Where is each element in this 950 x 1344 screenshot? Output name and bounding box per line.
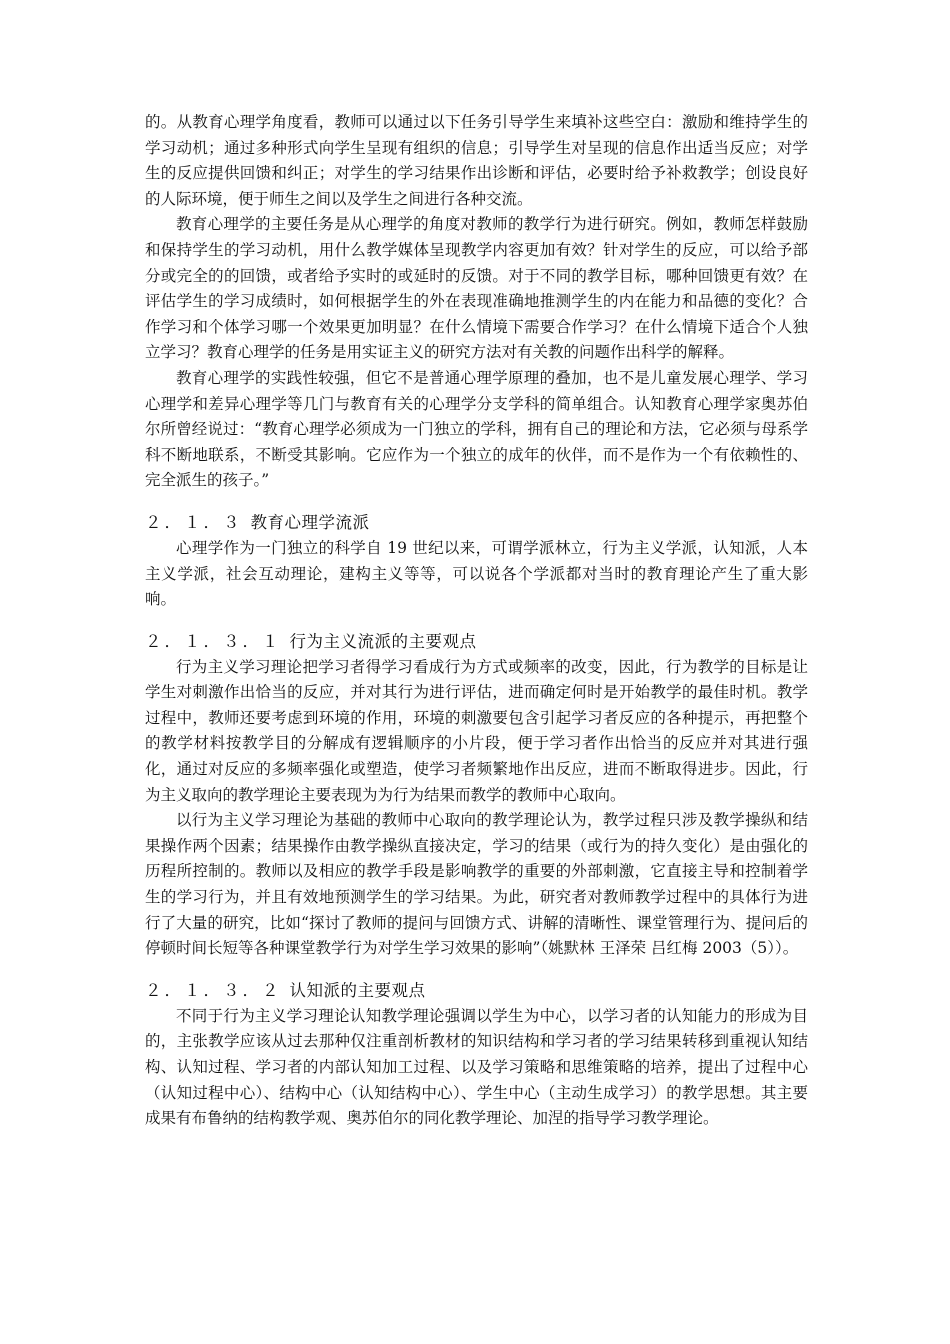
paragraph-main-task: 教育心理学的主要任务是从心理学的角度对教师的教学行为进行研究。例如，教师怎样鼓励和保持学生的学习动机，用什么教学媒体呈现教学内容更加有效？针对学生的反应，可以给予部分或完全的的回馈，或者给予实时的或延时的反馈。对于不同的教学目标，哪种回馈更有效？在评估学生的学习成绩时，如何根据学生的外在表现准确地推测学生的内在能力和品德的变化？合作学习和个体学习哪一个效果更加明显？在什么情境下需要合作学习？在什么情境下适合个人独立学习？教育心理学的任务是用实证主义的研究方法对有关教的问题作出科学的解释。 <box>145 215 808 362</box>
section-number: ２．１．３．１ <box>145 631 282 651</box>
section-title: 认知派的主要观点 <box>289 980 426 1000</box>
section-heading-2-1-3-1 <box>145 629 808 655</box>
section-heading-2-1-3-2 <box>145 978 808 1004</box>
section-title: 行为主义流派的主要观点 <box>289 631 477 651</box>
section-number: ２．１．３．２ <box>145 980 282 1000</box>
paragraph-schools-intro: 心理学作为一门独立的科学自 19 世纪以来，可谓学派林立，行为主义学派，认知派，人本主义学派，社会互动理论，建构主义等等，可以说各个学派都对当时的教育理论产生了重大影响。 <box>145 538 808 609</box>
document-body <box>145 110 808 1132</box>
paragraph-cognitivism: 不同于行为主义学习理论认知教学理论强调以学生为中心，以学习者的认知能力的形成为目的，主张教学应该从过去那种仅注重剖析教材的知识结构和学习者的学习结果转移到重视认知结构、认知过程、学习者的内部认知加工过程、以及学习策略和思维策略的培养，提出了过程中心（认知过程中心）、结构中心（认知结构中心）、学生中心（主动生成学习）的教学思想。其主要成果有布鲁纳的结构教学观、奥苏伯尔的同化教学理论、加涅的指导学习教学理论。 <box>145 1006 808 1128</box>
paragraph-continuation: 的。从教育心理学角度看，教师可以通过以下任务引导学生来填补这些空白：激励和维持学生的学习动机；通过多种形式向学生呈现有组织的信息；引导学生对呈现的信息作出适当反应；对学生的反应提供回馈和纠正；对学生的学习结果作出诊断和评估，必要时给予补救教学；创设良好的人际环境，便于师生之间以及学生之间进行各种交流。 <box>145 113 808 208</box>
section-heading-2-1-3 <box>145 510 808 536</box>
paragraph-practicality: 教育心理学的实践性较强，但它不是普通心理学原理的叠加，也不是儿童发展心理学、学习心理学和差异心理学等几门与教育有关的心理学分支学科的简单组合。认知教育心理学家奥苏伯尔所曾经说过：“教育心理学必须成为一门独立的学科，拥有自己的理论和方法，它必须与母系学科不断地联系，不断受其影响。它应作为一个独立的成年的伙伴，而不是作为一个有依赖性的、完全派生的孩子。” <box>145 368 808 490</box>
section-number: ２．１．３ <box>145 512 243 532</box>
paragraph-behaviorism-1: 行为主义学习理论把学习者得学习看成行为方式或频率的改变，因此，行为教学的目标是让学生对刺激作出恰当的反应，并对其行为进行评估，进而确定何时是开始教学的最佳时机。教学过程中，教师还要考虑到环境的作用，环境的刺激要包含引起学习者反应的各种提示，再把整个的教学材料按教学目的分解成有逻辑顺序的小片段，便于学习者作出恰当的反应并对其进行强化，通过对反应的多频率强化或塑造，使学习者频繁地作出反应，进而不断取得进步。因此，行为主义取向的教学理论主要表现为为行为结果而教学的教师中心取向。 <box>145 657 808 804</box>
paragraph-behaviorism-2: 以行为主义学习理论为基础的教师中心取向的教学理论认为，教学过程只涉及教学操纵和结果操作两个因素；结果操作由教学操纵直接决定，学习的结果（或行为的持久变化）是由强化的历程所控制的。教师以及相应的教学手段是影响教学的重要的外部刺激，它直接主导和控制着学生的学习行为，并且有效地预测学生的学习结果。为此，研究者对教师教学过程中的具体行为进行了大量的研究，比如“探讨了教师的提问与回馈方式、讲解的清晰性、课堂管理行为、提问后的停顿时间长短等各种课堂教学行为对学生学习效果的影响”（姚默林 王泽荣 吕红梅 2003（5））。 <box>145 811 808 958</box>
section-title: 教育心理学流派 <box>250 512 370 532</box>
